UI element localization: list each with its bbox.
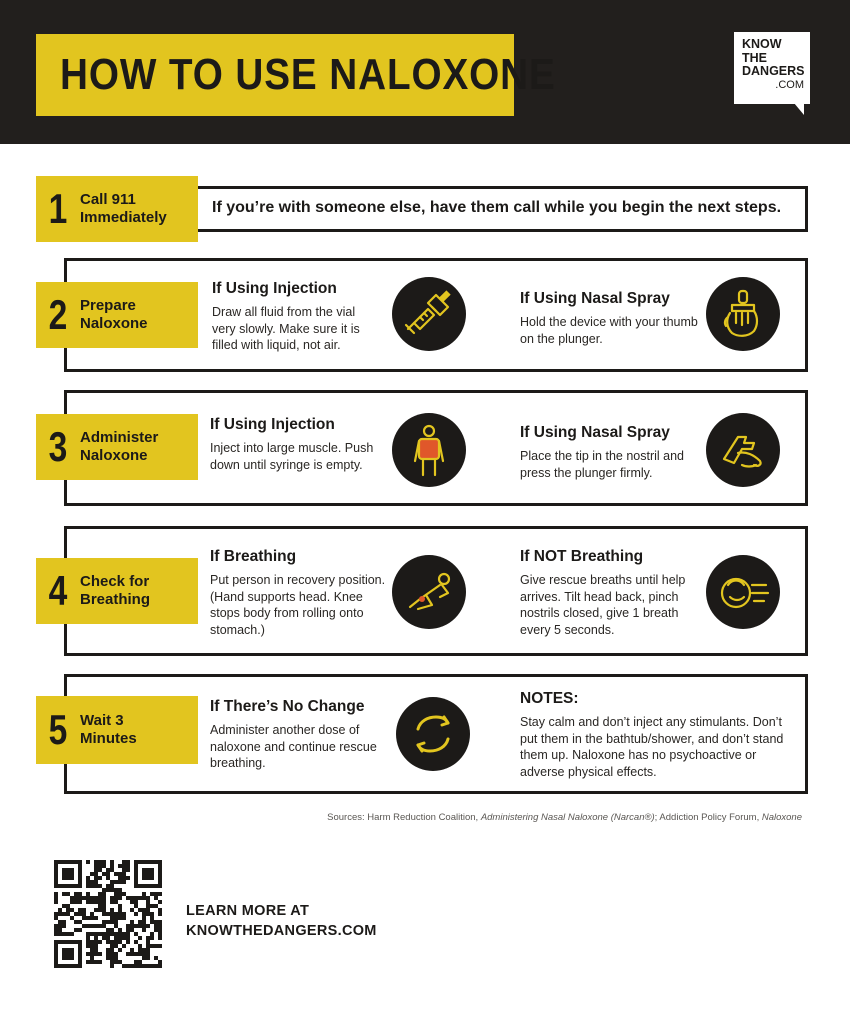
learn-more[interactable] — [186, 901, 377, 941]
step-2-right — [520, 290, 698, 347]
hand-nasal-spray-icon — [706, 277, 780, 351]
step-number: 2 — [48, 291, 68, 338]
instruction-heading: If Using Nasal Spray — [520, 424, 670, 441]
source-title: Naloxone — [761, 812, 802, 823]
nasal-spray-nose-icon — [706, 413, 780, 487]
learn-more-url[interactable]: KNOWTHEDANGERS.COM — [186, 923, 377, 939]
header-bar — [0, 0, 850, 144]
notes-section — [520, 690, 790, 780]
step-5-left — [210, 698, 380, 772]
source-title: Administering Nasal Naloxone (Narcan®) — [480, 812, 655, 823]
title-banner — [36, 34, 556, 116]
step-label: Call 911 Immediately — [80, 191, 167, 226]
page-title: HOW TO USE NALOXONE — [60, 50, 556, 99]
instruction-heading: If Breathing — [210, 548, 297, 565]
repeat-arrows-icon — [396, 697, 470, 771]
instruction-text: Inject into large muscle. Push down until syringe is empty. — [210, 441, 374, 472]
logo-speech-tail — [794, 103, 804, 115]
step-5-tag — [36, 696, 198, 764]
step-1-text: If you’re with someone else, have them call while you begin the next steps. — [212, 199, 782, 216]
recovery-position-icon — [392, 555, 466, 629]
instruction-text: Give rescue breaths until help arrives. Tilt head back, pinch nostrils closed, give 1 breath every 5 seconds. — [520, 573, 686, 637]
step-number: 3 — [48, 423, 68, 470]
know-the-dangers-logo[interactable] — [734, 32, 810, 104]
step-3-left — [210, 416, 380, 473]
logo-line: THE — [742, 50, 767, 65]
instruction-heading: If There’s No Change — [210, 698, 365, 715]
step-number: 5 — [48, 706, 68, 753]
notes-heading: NOTES: — [520, 690, 579, 707]
step-label: Administer Naloxone — [80, 429, 159, 464]
step-label: Check for Breathing — [80, 573, 151, 608]
instruction-heading: If Using Injection — [212, 280, 337, 297]
sources-prefix: Sources: Harm Reduction Coalition, — [327, 812, 481, 823]
syringe-vial-icon — [392, 277, 466, 351]
step-2-left — [212, 280, 382, 354]
step-3-tag — [36, 414, 198, 480]
instruction-text: Hold the device with your thumb on the plunger. — [520, 315, 698, 346]
step-4-left — [210, 548, 392, 638]
step-number: 4 — [48, 567, 68, 614]
instruction-heading: If NOT Breathing — [520, 548, 644, 565]
sources-citation — [327, 812, 802, 823]
logo-line: DANGERS — [742, 64, 805, 78]
step-label: Wait 3 Minutes — [80, 712, 137, 747]
rescue-breath-icon — [706, 555, 780, 629]
step-3-right — [520, 424, 698, 481]
learn-more-line: LEARN MORE AT — [186, 903, 310, 919]
qr-code[interactable] — [54, 860, 162, 968]
step-4-right — [520, 548, 698, 638]
step-2-tag — [36, 282, 198, 348]
logo-line: .COM — [775, 78, 804, 91]
step-number: 1 — [48, 185, 68, 232]
instruction-text: Administer another dose of naloxone and continue rescue breathing. — [210, 723, 377, 770]
instruction-heading: If Using Injection — [210, 416, 335, 433]
logo-line: KNOW — [742, 37, 782, 51]
instruction-text: Draw all fluid from the vial very slowly. Make sure it is filled with liquid, not air. — [212, 305, 360, 352]
step-label: Prepare Naloxone — [80, 297, 148, 332]
body-muscle-icon — [392, 413, 466, 487]
instruction-text: Place the tip in the nostril and press the plunger firmly. — [520, 449, 684, 480]
sources-middle: ; Addiction Policy Forum, — [654, 812, 762, 823]
step-4-tag — [36, 558, 198, 624]
step-1-tag — [36, 176, 198, 242]
notes-text: Stay calm and don’t inject any stimulants. Don’t put them in the bathtub/shower, and don’t stand them up. Naloxone has no psychoactive or adverse physical effects. — [520, 715, 784, 779]
instruction-text: Put person in recovery position. (Hand supports head. Knee stops body from rolling onto stomach.) — [210, 573, 386, 637]
instruction-heading: If Using Nasal Spray — [520, 290, 670, 307]
